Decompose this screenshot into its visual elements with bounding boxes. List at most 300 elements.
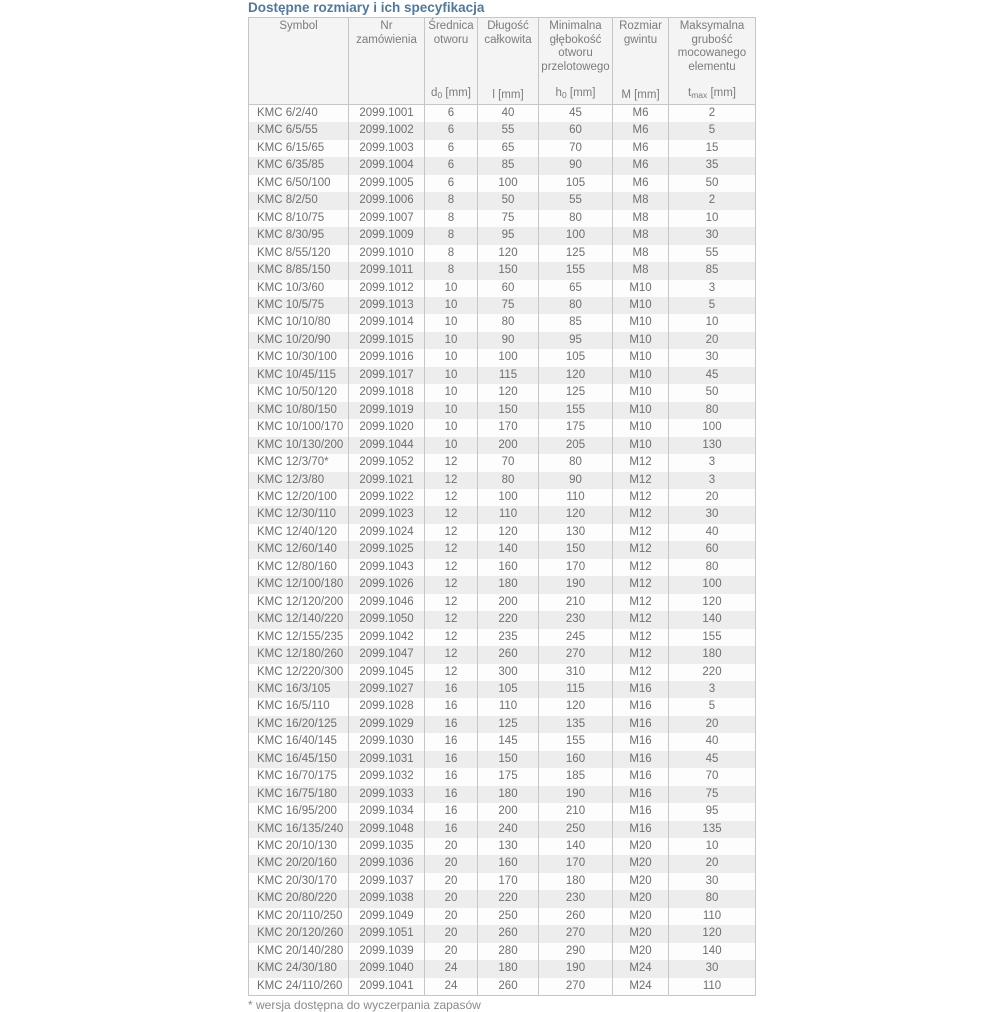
cell-max-element-thickness: 100: [669, 419, 756, 436]
cell-thread-size: M16: [613, 803, 669, 820]
cell-min-through-hole-depth: 175: [539, 419, 613, 436]
header-unit: [350, 89, 423, 101]
cell-min-through-hole-depth: 290: [539, 943, 613, 960]
table-row: [249, 838, 756, 855]
table-row: [249, 384, 756, 401]
cell-max-element-thickness: 30: [669, 873, 756, 890]
cell-symbol: KMC 10/3/60: [257, 281, 325, 294]
cell-max-element-thickness: 110: [669, 908, 756, 925]
cell-total-length: 110: [478, 506, 539, 523]
cell-hole-diameter: 8: [425, 192, 478, 209]
cell-total-length: 260: [478, 925, 539, 942]
table-row: [249, 524, 756, 541]
cell-thread-size: M16: [613, 751, 669, 768]
cell-total-length: 280: [478, 943, 539, 960]
cell-hole-diameter: 20: [425, 925, 478, 942]
cell-symbol: KMC 8/55/120: [257, 246, 331, 259]
cell-max-element-thickness: 110: [669, 978, 756, 996]
table-row: [249, 472, 756, 489]
cell-hole-diameter: 12: [425, 506, 478, 523]
cell-max-element-thickness: 10: [669, 838, 756, 855]
cell-total-length: 260: [478, 646, 539, 663]
header-cell-order-number: [349, 18, 425, 105]
cell-hole-diameter: 12: [425, 454, 478, 471]
cell-hole-diameter: 16: [425, 733, 478, 750]
cell-max-element-thickness: 75: [669, 786, 756, 803]
cell-min-through-hole-depth: 120: [539, 698, 613, 715]
cell-order-number: 2099.1035: [349, 838, 425, 855]
cell-max-element-thickness: 30: [669, 227, 756, 244]
cell-symbol: KMC 16/3/105: [257, 682, 331, 695]
cell-order-number: 2099.1029: [349, 716, 425, 733]
cell-order-number: 2099.1051: [349, 925, 425, 942]
cell-max-element-thickness: 120: [669, 925, 756, 942]
cell-symbol: KMC 20/120/260: [257, 927, 344, 940]
cell-thread-size: M10: [613, 419, 669, 436]
cell-hole-diameter: 10: [425, 314, 478, 331]
cell-total-length: 120: [478, 245, 539, 262]
cell-hole-diameter: 12: [425, 489, 478, 506]
cell-total-length: 130: [478, 838, 539, 855]
cell-min-through-hole-depth: 135: [539, 716, 613, 733]
cell-hole-diameter: 10: [425, 437, 478, 454]
cell-max-element-thickness: 3: [669, 681, 756, 698]
cell-total-length: 220: [478, 890, 539, 907]
cell-max-element-thickness: 55: [669, 245, 756, 262]
cell-order-number: 2099.1046: [349, 594, 425, 611]
cell-order-number: 2099.1037: [349, 873, 425, 890]
cell-min-through-hole-depth: 190: [539, 960, 613, 977]
cell-symbol: KMC 12/140/220: [257, 613, 344, 626]
cell-order-number: 2099.1048: [349, 821, 425, 838]
cell-min-through-hole-depth: 80: [539, 297, 613, 314]
cell-thread-size: M12: [613, 506, 669, 523]
cell-hole-diameter: 12: [425, 559, 478, 576]
cell-max-element-thickness: 10: [669, 314, 756, 331]
table-row: [249, 175, 756, 192]
header-label: Maksymalna grubość mocowanego elementu: [677, 20, 747, 73]
cell-thread-size: M16: [613, 681, 669, 698]
cell-min-through-hole-depth: 105: [539, 349, 613, 366]
cell-symbol: KMC 20/140/280: [257, 944, 344, 957]
cell-min-through-hole-depth: 190: [539, 576, 613, 593]
cell-min-through-hole-depth: 70: [539, 140, 613, 157]
cell-total-length: 85: [478, 157, 539, 174]
cell-total-length: 180: [478, 960, 539, 977]
cell-max-element-thickness: 50: [669, 175, 756, 192]
cell-total-length: 200: [478, 594, 539, 611]
header-cell-total-length: [478, 18, 539, 105]
cell-order-number: 2099.1018: [349, 384, 425, 401]
cell-total-length: 115: [478, 367, 539, 384]
cell-max-element-thickness: 3: [669, 454, 756, 471]
cell-symbol: KMC 8/2/50: [257, 194, 318, 207]
cell-total-length: 160: [478, 559, 539, 576]
cell-hole-diameter: 20: [425, 838, 478, 855]
table-body: [249, 105, 756, 996]
cell-total-length: 180: [478, 786, 539, 803]
cell-symbol: KMC 12/220/300: [257, 665, 344, 678]
cell-order-number: 2099.1027: [349, 681, 425, 698]
header-cell-min-through-hole-depth: [539, 18, 613, 105]
cell-total-length: 300: [478, 664, 539, 681]
header-unit: $d_0$ [mm]: [431, 87, 471, 100]
cell-min-through-hole-depth: 130: [539, 524, 613, 541]
cell-min-through-hole-depth: 45: [539, 105, 613, 123]
cell-min-through-hole-depth: 120: [539, 506, 613, 523]
cell-order-number: 2099.1036: [349, 855, 425, 872]
cell-symbol: KMC 10/100/170: [257, 421, 344, 434]
cell-min-through-hole-depth: 205: [539, 437, 613, 454]
cell-min-through-hole-depth: 245: [539, 629, 613, 646]
cell-thread-size: M8: [613, 210, 669, 227]
table-row: [249, 629, 756, 646]
header-cell-thread-size: [613, 18, 669, 105]
cell-order-number: 2099.1047: [349, 646, 425, 663]
cell-order-number: 2099.1026: [349, 576, 425, 593]
cell-order-number: 2099.1045: [349, 664, 425, 681]
cell-max-element-thickness: 50: [669, 384, 756, 401]
cell-hole-diameter: 12: [425, 524, 478, 541]
cell-hole-diameter: 24: [425, 960, 478, 977]
table-row: [249, 140, 756, 157]
cell-order-number: 2099.1041: [349, 978, 425, 996]
cell-order-number: 2099.1024: [349, 524, 425, 541]
cell-total-length: 75: [478, 210, 539, 227]
cell-min-through-hole-depth: 270: [539, 925, 613, 942]
cell-thread-size: M8: [613, 227, 669, 244]
cell-order-number: 2099.1006: [349, 192, 425, 209]
table-row: [249, 437, 756, 454]
table-row: [249, 960, 756, 977]
header-label: Długość całkowita: [484, 20, 532, 46]
cell-max-element-thickness: 10: [669, 210, 756, 227]
header-unit: [250, 89, 347, 101]
cell-total-length: 170: [478, 419, 539, 436]
table-row: [249, 122, 756, 139]
table-row: [249, 489, 756, 506]
cell-total-length: 200: [478, 803, 539, 820]
table-row: [249, 402, 756, 419]
cell-min-through-hole-depth: 155: [539, 402, 613, 419]
cell-order-number: 2099.1007: [349, 210, 425, 227]
table-row: [249, 576, 756, 593]
cell-hole-diameter: 20: [425, 890, 478, 907]
cell-thread-size: M12: [613, 664, 669, 681]
cell-total-length: 120: [478, 384, 539, 401]
cell-symbol: KMC 16/95/200: [257, 805, 337, 818]
cell-symbol: KMC 10/30/100: [257, 351, 337, 364]
cell-min-through-hole-depth: 160: [539, 751, 613, 768]
cell-total-length: 50: [478, 192, 539, 209]
cell-total-length: 70: [478, 454, 539, 471]
cell-min-through-hole-depth: 210: [539, 594, 613, 611]
cell-order-number: 2099.1016: [349, 349, 425, 366]
cell-min-through-hole-depth: 140: [539, 838, 613, 855]
cell-min-through-hole-depth: 105: [539, 175, 613, 192]
cell-order-number: 2099.1038: [349, 890, 425, 907]
cell-thread-size: M20: [613, 943, 669, 960]
cell-hole-diameter: 10: [425, 297, 478, 314]
cell-symbol: KMC 6/15/65: [257, 141, 325, 154]
cell-thread-size: M6: [613, 140, 669, 157]
cell-symbol: KMC 16/20/125: [257, 717, 337, 730]
cell-max-element-thickness: 30: [669, 960, 756, 977]
cell-order-number: 2099.1017: [349, 367, 425, 384]
cell-order-number: 2099.1034: [349, 803, 425, 820]
cell-max-element-thickness: 60: [669, 541, 756, 558]
cell-thread-size: M8: [613, 192, 669, 209]
table-row: [249, 105, 756, 123]
cell-thread-size: M10: [613, 349, 669, 366]
cell-order-number: 2099.1052: [349, 454, 425, 471]
cell-min-through-hole-depth: 250: [539, 821, 613, 838]
cell-order-number: 2099.1013: [349, 297, 425, 314]
cell-hole-diameter: 16: [425, 681, 478, 698]
cell-thread-size: M10: [613, 367, 669, 384]
cell-hole-diameter: 20: [425, 908, 478, 925]
cell-thread-size: M20: [613, 890, 669, 907]
cell-symbol: KMC 10/50/120: [257, 386, 337, 399]
cell-total-length: 260: [478, 978, 539, 996]
table-row: [249, 506, 756, 523]
cell-min-through-hole-depth: 100: [539, 227, 613, 244]
table-row: [249, 332, 756, 349]
cell-total-length: 105: [478, 681, 539, 698]
cell-symbol: KMC 10/10/80: [257, 316, 331, 329]
cell-max-element-thickness: 70: [669, 768, 756, 785]
cell-order-number: 2099.1005: [349, 175, 425, 192]
cell-thread-size: M12: [613, 646, 669, 663]
cell-min-through-hole-depth: 190: [539, 786, 613, 803]
spec-table: [248, 17, 756, 996]
cell-max-element-thickness: 5: [669, 297, 756, 314]
cell-min-through-hole-depth: 155: [539, 262, 613, 279]
cell-min-through-hole-depth: 80: [539, 454, 613, 471]
cell-symbol: KMC 16/135/240: [257, 822, 344, 835]
cell-max-element-thickness: 180: [669, 646, 756, 663]
table-header: [249, 18, 756, 105]
table-row: [249, 786, 756, 803]
cell-min-through-hole-depth: 230: [539, 890, 613, 907]
cell-max-element-thickness: 5: [669, 122, 756, 139]
cell-thread-size: M20: [613, 873, 669, 890]
cell-total-length: 180: [478, 576, 539, 593]
cell-symbol: KMC 12/120/200: [257, 595, 344, 608]
cell-symbol: KMC 12/3/80: [257, 473, 325, 486]
cell-symbol: KMC 10/80/150: [257, 403, 337, 416]
cell-hole-diameter: 12: [425, 629, 478, 646]
cell-order-number: 2099.1050: [349, 611, 425, 628]
cell-max-element-thickness: 45: [669, 367, 756, 384]
cell-max-element-thickness: 80: [669, 402, 756, 419]
cell-total-length: 175: [478, 768, 539, 785]
cell-hole-diameter: 10: [425, 367, 478, 384]
cell-order-number: 2099.1049: [349, 908, 425, 925]
table-row: [249, 646, 756, 663]
cell-total-length: 80: [478, 314, 539, 331]
header-label: Symbol: [279, 20, 318, 32]
cell-min-through-hole-depth: 120: [539, 367, 613, 384]
table-row: [249, 297, 756, 314]
cell-hole-diameter: 8: [425, 210, 478, 227]
table-row: [249, 262, 756, 279]
cell-hole-diameter: 12: [425, 594, 478, 611]
cell-max-element-thickness: 40: [669, 733, 756, 750]
cell-symbol: KMC 12/20/100: [257, 490, 337, 503]
cell-thread-size: M10: [613, 332, 669, 349]
cell-min-through-hole-depth: 65: [539, 280, 613, 297]
cell-hole-diameter: 6: [425, 122, 478, 139]
header-unit: $t_{max}$ [mm]: [687, 87, 736, 100]
cell-max-element-thickness: 15: [669, 140, 756, 157]
header-label: Rozmiar gwintu: [619, 20, 662, 46]
cell-min-through-hole-depth: 230: [539, 611, 613, 628]
cell-hole-diameter: 10: [425, 402, 478, 419]
cell-order-number: 2099.1019: [349, 402, 425, 419]
cell-hole-diameter: 10: [425, 384, 478, 401]
cell-total-length: 140: [478, 541, 539, 558]
table-row: [249, 210, 756, 227]
cell-thread-size: M12: [613, 489, 669, 506]
cell-hole-diameter: 6: [425, 175, 478, 192]
cell-symbol: KMC 24/110/260: [257, 979, 343, 992]
table-row: [249, 978, 756, 996]
table-row: [249, 681, 756, 698]
table-row: [249, 925, 756, 942]
cell-hole-diameter: 16: [425, 768, 478, 785]
cell-max-element-thickness: 30: [669, 349, 756, 366]
cell-total-length: 150: [478, 751, 539, 768]
cell-thread-size: M16: [613, 716, 669, 733]
cell-max-element-thickness: 95: [669, 803, 756, 820]
cell-min-through-hole-depth: 270: [539, 978, 613, 996]
cell-max-element-thickness: 130: [669, 437, 756, 454]
cell-hole-diameter: 16: [425, 698, 478, 715]
cell-thread-size: M16: [613, 821, 669, 838]
header-cell-max-element-thickness: [669, 18, 756, 105]
cell-symbol: KMC 20/30/170: [257, 874, 337, 887]
cell-max-element-thickness: 3: [669, 472, 756, 489]
cell-symbol: KMC 20/110/250: [257, 909, 343, 922]
cell-min-through-hole-depth: 95: [539, 332, 613, 349]
cell-symbol: KMC 12/155/235: [257, 630, 344, 643]
cell-total-length: 75: [478, 297, 539, 314]
table-row: [249, 454, 756, 471]
cell-symbol: KMC 12/30/110: [257, 508, 337, 521]
cell-symbol: KMC 16/70/175: [257, 770, 337, 783]
cell-hole-diameter: 16: [425, 716, 478, 733]
cell-order-number: 2099.1043: [349, 559, 425, 576]
cell-symbol: KMC 6/50/100: [257, 176, 331, 189]
cell-min-through-hole-depth: 155: [539, 733, 613, 750]
cell-min-through-hole-depth: 170: [539, 559, 613, 576]
cell-order-number: 2099.1014: [349, 314, 425, 331]
cell-max-element-thickness: 80: [669, 559, 756, 576]
table-row: [249, 192, 756, 209]
cell-min-through-hole-depth: 80: [539, 210, 613, 227]
table-row: [249, 419, 756, 436]
cell-max-element-thickness: 40: [669, 524, 756, 541]
cell-order-number: 2099.1025: [349, 541, 425, 558]
cell-min-through-hole-depth: 310: [539, 664, 613, 681]
table-row: [249, 157, 756, 174]
cell-hole-diameter: 6: [425, 105, 478, 123]
cell-min-through-hole-depth: 260: [539, 908, 613, 925]
cell-hole-diameter: 20: [425, 943, 478, 960]
cell-thread-size: M12: [613, 611, 669, 628]
cell-hole-diameter: 20: [425, 873, 478, 890]
cell-total-length: 145: [478, 733, 539, 750]
cell-hole-diameter: 12: [425, 472, 478, 489]
cell-total-length: 110: [478, 698, 539, 715]
cell-thread-size: M6: [613, 157, 669, 174]
cell-order-number: 2099.1012: [349, 280, 425, 297]
cell-total-length: 100: [478, 175, 539, 192]
cell-symbol: KMC 12/80/160: [257, 560, 337, 573]
cell-min-through-hole-depth: 60: [539, 122, 613, 139]
cell-order-number: 2099.1039: [349, 943, 425, 960]
cell-thread-size: M16: [613, 786, 669, 803]
cell-min-through-hole-depth: 125: [539, 245, 613, 262]
cell-thread-size: M12: [613, 541, 669, 558]
cell-total-length: 235: [478, 629, 539, 646]
cell-symbol: KMC 16/5/110: [257, 700, 330, 713]
cell-max-element-thickness: 20: [669, 489, 756, 506]
cell-total-length: 250: [478, 908, 539, 925]
cell-symbol: KMC 6/5/55: [257, 124, 318, 137]
cell-min-through-hole-depth: 185: [539, 768, 613, 785]
table-row: [249, 367, 756, 384]
cell-min-through-hole-depth: 85: [539, 314, 613, 331]
cell-max-element-thickness: 80: [669, 890, 756, 907]
header-unit: l [mm]: [492, 89, 524, 101]
table-header-row: [249, 18, 756, 105]
cell-max-element-thickness: 85: [669, 262, 756, 279]
cell-order-number: 2099.1003: [349, 140, 425, 157]
cell-total-length: 100: [478, 489, 539, 506]
table-row: [249, 751, 756, 768]
cell-max-element-thickness: 140: [669, 943, 756, 960]
cell-total-length: 90: [478, 332, 539, 349]
cell-total-length: 240: [478, 821, 539, 838]
cell-hole-diameter: 12: [425, 541, 478, 558]
table-row: [249, 768, 756, 785]
cell-min-through-hole-depth: 210: [539, 803, 613, 820]
footnote: * wersja dostępna do wyczerpania zapasów: [248, 998, 481, 1012]
cell-total-length: 125: [478, 716, 539, 733]
cell-min-through-hole-depth: 90: [539, 157, 613, 174]
cell-thread-size: M24: [613, 978, 669, 996]
table-row: [249, 698, 756, 715]
cell-order-number: 2099.1004: [349, 157, 425, 174]
table-row: [249, 943, 756, 960]
cell-thread-size: M20: [613, 855, 669, 872]
table-row: [249, 611, 756, 628]
cell-max-element-thickness: 155: [669, 629, 756, 646]
cell-hole-diameter: 8: [425, 227, 478, 244]
cell-max-element-thickness: 5: [669, 698, 756, 715]
cell-thread-size: M10: [613, 384, 669, 401]
cell-thread-size: M12: [613, 576, 669, 593]
table-row: [249, 559, 756, 576]
cell-thread-size: M16: [613, 698, 669, 715]
spec-section: [248, 0, 755, 1012]
cell-symbol: KMC 12/100/180: [257, 578, 344, 591]
cell-symbol: KMC 12/40/120: [257, 525, 337, 538]
cell-thread-size: M24: [613, 960, 669, 977]
cell-symbol: KMC 12/3/70*: [257, 456, 329, 469]
